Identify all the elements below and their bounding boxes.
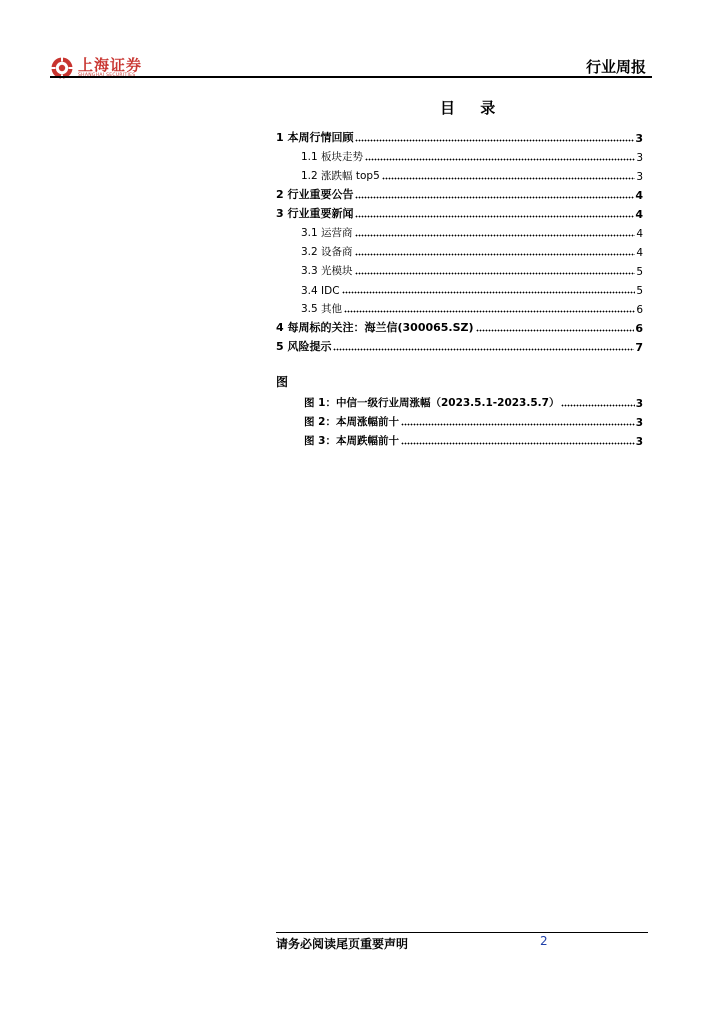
toc-entry[interactable] (276, 183, 643, 202)
figure-entry-page: 3 (635, 398, 643, 410)
toc-entry-label: 2 行业重要公告 (276, 188, 354, 201)
toc-entry[interactable] (276, 145, 643, 164)
toc-entry-page: 7 (635, 341, 643, 354)
toc-entry-page: 4 (635, 189, 643, 202)
toc-entry-label: 3.1 运营商 (301, 227, 353, 239)
figure-entry[interactable] (276, 391, 643, 410)
dot-leader (355, 246, 636, 256)
toc-entry[interactable] (276, 316, 643, 335)
list-of-figures (276, 391, 643, 448)
page-header (0, 0, 724, 80)
toc-entry-page: 6 (635, 322, 643, 335)
dot-leader (355, 132, 634, 142)
dot-leader (401, 435, 635, 445)
header-divider (50, 76, 652, 78)
toc-entry[interactable] (276, 259, 643, 278)
toc-entry-label: 3.3 光模块 (301, 265, 353, 277)
dot-leader (355, 227, 636, 237)
toc-entry-label: 1.1 板块走势 (301, 151, 364, 163)
toc-entry[interactable] (276, 278, 643, 297)
dot-leader (355, 208, 634, 218)
dot-leader (333, 341, 634, 351)
toc-entry-page: 4 (635, 208, 643, 221)
toc-entry[interactable] (276, 240, 643, 259)
page-number: 2 (540, 934, 548, 948)
figure-entry-label: 图 2：本周涨幅前十 (304, 416, 399, 428)
dot-leader (355, 189, 634, 199)
toc-entry-page: 3 (636, 171, 643, 183)
toc-entry-label: 3.5 其他 (301, 303, 343, 315)
dot-leader (365, 151, 635, 161)
dot-leader (476, 322, 635, 332)
toc-entry-page: 5 (636, 285, 643, 297)
table-of-contents (276, 126, 643, 354)
toc-entry[interactable] (276, 164, 643, 183)
toc-entry-page: 4 (636, 228, 643, 240)
logo-en-text: SHANGHAI SECURITIES (78, 72, 136, 78)
figure-entry-label: 图 1：中信一级行业周涨幅（2023.5.1-2023.5.7） (304, 397, 560, 409)
toc-title: 目 录 (440, 99, 506, 117)
dot-leader (382, 170, 636, 180)
figure-entry-label: 图 3：本周跌幅前十 (304, 435, 399, 447)
toc-entry-label: 5 风险提示 (276, 340, 332, 353)
dot-leader (342, 284, 636, 294)
toc-entry-label: 4 每周标的关注：海兰信(300065.SZ) (276, 321, 474, 334)
toc-entry[interactable] (276, 221, 643, 240)
toc-entry-label: 1.2 涨跌幅 top5 (301, 170, 380, 182)
figure-entry-page: 3 (635, 417, 643, 429)
figures-heading: 图 (276, 375, 289, 389)
toc-entry-label: 3 行业重要新闻 (276, 207, 354, 220)
footer-disclaimer: 请务必阅读尾页重要声明 (276, 937, 409, 951)
toc-entry-page: 3 (636, 152, 643, 164)
figure-entry-page: 3 (635, 436, 643, 448)
report-type: 行业周报 (585, 58, 646, 76)
footer-divider (276, 932, 648, 933)
logo-cn-text: 上海证券 (78, 55, 143, 74)
toc-entry[interactable] (276, 297, 643, 316)
figure-entry[interactable] (276, 429, 643, 448)
toc-entry-label: 3.4 IDC (301, 285, 340, 297)
dot-leader (561, 397, 634, 407)
dot-leader (355, 265, 636, 275)
toc-entry-page: 3 (635, 132, 643, 145)
toc-entry-page: 4 (636, 247, 643, 259)
toc-entry-page: 5 (636, 266, 643, 278)
figure-entry[interactable] (276, 410, 643, 429)
toc-entry-page: 6 (636, 304, 643, 316)
toc-entry-label: 3.2 设备商 (301, 246, 353, 258)
toc-entry[interactable] (276, 335, 643, 354)
toc-entry[interactable] (276, 126, 643, 145)
toc-entry-label: 1 本周行情回顾 (276, 131, 354, 144)
toc-entry[interactable] (276, 202, 643, 221)
dot-leader (401, 416, 635, 426)
dot-leader (344, 303, 635, 313)
